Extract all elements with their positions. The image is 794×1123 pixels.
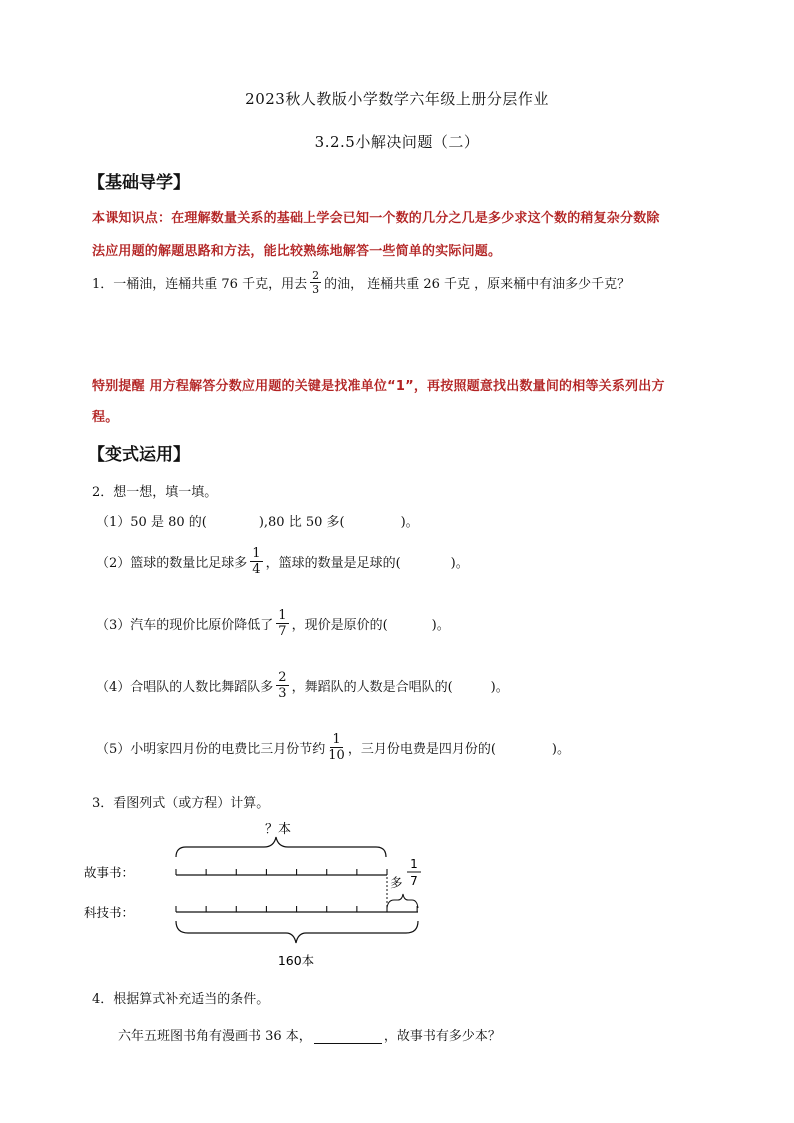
question-1 — [92, 270, 630, 295]
story-book-top-brace — [176, 837, 386, 857]
knowledge-line-2: 法应用题的解题思路和方法，能比较熟练地解答一些简单的实际问题。 — [92, 244, 502, 259]
more-fraction-numerator: 1 — [410, 857, 418, 871]
document-subtitle: 3.2.5小解决问题（二） — [314, 133, 480, 151]
q2-item-2-post: ，篮球的数量是足球的( — [265, 556, 401, 571]
q2-item-2-denominator: 4 — [252, 562, 261, 577]
q2-item-2-pre: （2）篮球的数量比足球多 — [96, 556, 248, 571]
q2-item-5-post: ，三月份电费是四月份的( — [347, 742, 496, 757]
q2-item-3-pre: （3）汽车的现价比原价降低了 — [96, 618, 274, 633]
q2-item-1 — [96, 511, 419, 530]
q2-item-4-pre: （4）合唱队的人数比舞蹈队多 — [96, 680, 274, 695]
q2-item-4-end: )。 — [490, 680, 509, 695]
q2-item-4-fraction — [276, 671, 288, 700]
top-unknown-label: ？本 — [264, 822, 292, 837]
q2-item-5-fraction — [328, 733, 345, 762]
more-part-brace — [387, 894, 418, 908]
more-fraction-denominator: 7 — [410, 874, 418, 888]
question-4-body — [118, 1025, 501, 1044]
q2-item-4-denominator: 3 — [278, 686, 287, 701]
question-4-stem: 4．根据算式补充适当的条件。 — [92, 992, 270, 1007]
tip-line-2: 程。 — [92, 410, 119, 425]
q2-item-2-fraction — [250, 547, 262, 576]
q2-item-5 — [96, 733, 570, 762]
q2-item-3-denominator: 7 — [278, 624, 287, 639]
q2-item-5-end: )。 — [551, 742, 570, 757]
question-2-stem: 2．想一想，填一填。 — [92, 485, 218, 500]
q1-fraction-numerator: 2 — [312, 269, 320, 282]
q1-text-post: 的油， 连桶共重 26 千克 ，原来桶中有油多少千克？ — [324, 277, 631, 292]
q2-item-4 — [96, 671, 509, 700]
segment-diagram — [80, 815, 460, 975]
q2-item-1-mid: ),80 比 50 多( — [258, 515, 345, 530]
tech-book-ticks — [176, 906, 417, 912]
q2-item-2-end: )。 — [450, 556, 469, 571]
q2-item-5-numerator: 1 — [332, 732, 341, 747]
q2-item-3-end: )。 — [431, 618, 450, 633]
q2-item-1-post: )。 — [400, 515, 419, 530]
q2-item-2 — [96, 547, 469, 576]
q1-fraction-denominator: 3 — [312, 283, 320, 296]
q2-item-3-numerator: 1 — [278, 608, 287, 623]
story-book-label: 故事书： — [84, 865, 135, 880]
document-title: 2023秋人教版小学数学六年级上册分层作业 — [245, 90, 549, 108]
q4-condition-blank[interactable] — [314, 1031, 382, 1044]
tip-line-1: 特别提醒 用方程解答分数应用题的关键是找准单位“1”，再按照题意找出数量间的相等关系列出方 — [92, 379, 665, 394]
knowledge-line-1: 本课知识点：在理解数量关系的基础上学会已知一个数的几分之几是多少求这个数的稍复杂分数除 — [92, 211, 660, 226]
section-variant-heading: 【变式运用】 — [88, 445, 190, 465]
bottom-total-label: 160本 — [277, 953, 315, 968]
q2-item-5-denominator: 10 — [328, 748, 345, 763]
q2-item-3-fraction — [276, 609, 288, 638]
q2-item-5-pre: （5）小明家四月份的电费比三月份节约 — [96, 742, 326, 757]
q1-text-pre: 1．一桶油，连桶共重 76 千克，用去 — [92, 277, 308, 292]
section-basic-heading: 【基础导学】 — [88, 173, 190, 193]
more-label: 多 — [390, 875, 403, 890]
q4-text-post: ，故事书有多少本？ — [383, 1029, 501, 1044]
question-3-stem: 3．看图列式（或方程）计算。 — [92, 796, 270, 811]
story-book-ticks — [176, 869, 387, 875]
q2-item-2-numerator: 1 — [252, 546, 261, 561]
q1-fraction — [310, 270, 321, 295]
q2-item-3 — [96, 609, 450, 638]
tech-book-label: 科技书： — [84, 905, 135, 920]
q2-item-4-post: ，舞蹈队的人数是合唱队的( — [291, 680, 453, 695]
q2-item-4-numerator: 2 — [278, 670, 287, 685]
q2-item-1-pre: （1）50 是 80 的( — [96, 515, 207, 530]
tech-book-bottom-brace — [176, 921, 418, 943]
q4-text-pre: 六年五班图书角有漫画书 36 本， — [118, 1029, 312, 1044]
q2-item-3-post: ，现价是原价的( — [291, 618, 388, 633]
